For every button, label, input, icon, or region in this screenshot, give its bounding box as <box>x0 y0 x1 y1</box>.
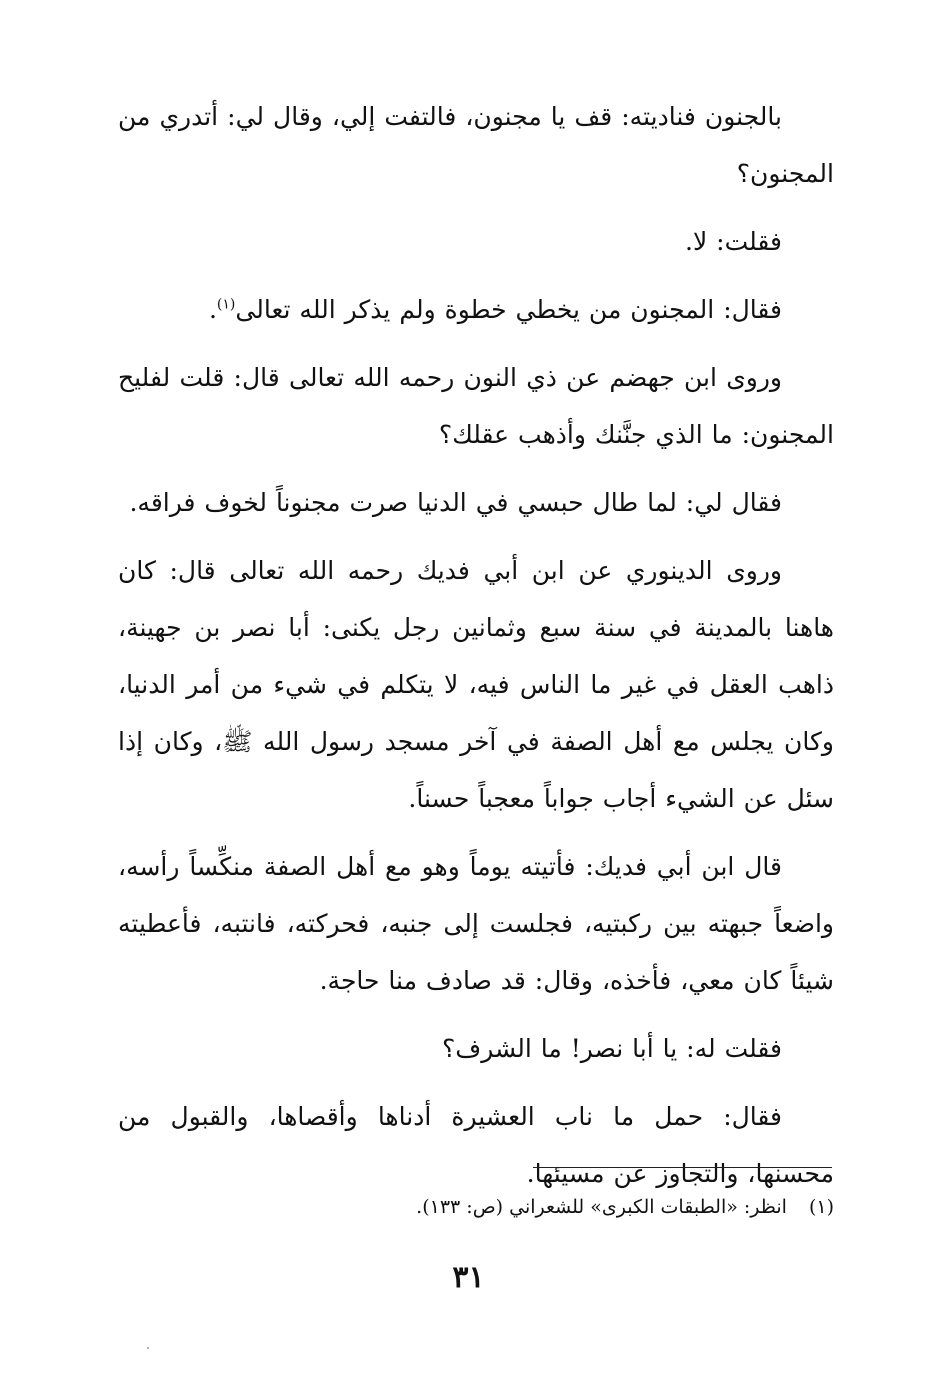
paragraph-8: فقلت له: يا أبا نصر! ما الشرف؟ <box>442 1034 782 1063</box>
paragraph-3-text: فقال: المجنون من يخطي خطوة ولم يذكر الله تعالى <box>235 295 782 324</box>
paragraph-3-period: . <box>208 295 217 324</box>
paragraph-7: قال ابن أبي فديك: فأتيته يوماً وهو مع أهل الصفة منكِّساً رأسه، واضعاً جبهته بين ركبتيه، فجلست إلى جنبه، فحركته، فانتبه، فأعطيته شيئاً كان معي، فأخذه، وقال: قد صادف منا حاجة. <box>118 852 834 995</box>
scan-speck <box>147 1347 149 1349</box>
paragraph-1: بالجنون فناديته: قف يا مجنون، فالتفت إلي، وقال لي: أتدري من المجنون؟ <box>118 102 834 188</box>
paragraph-9: فقال: حمل ما ناب العشيرة أدناها وأقصاها، والقبول من محسنها، والتجاوز عن مسيئها. <box>118 1102 834 1188</box>
footnote-number: (١) <box>808 1196 834 1218</box>
paragraph-2: فقلت: لا. <box>685 227 782 256</box>
paragraph-4: وروى ابن جهضم عن ذي النون رحمه الله تعالى قال: قلت لفليح المجنون: ما الذي جنَّنك وأذهب عقلك؟ <box>118 363 834 449</box>
page-number: ٣١ <box>452 1260 485 1295</box>
footnote-reference[interactable]: (١) <box>216 296 236 313</box>
footnote-text: انظر: «الطبقات الكبرى» للشعراني (ص: ١٣٣). <box>416 1196 787 1218</box>
footnote-divider <box>533 1167 832 1168</box>
paragraph-6: وروى الدينوري عن ابن أبي فديك رحمه الله تعالى قال: كان هاهنا بالمدينة في سنة سبع وثمانين رجل يكنى: أبا نصر بن جهينة، ذاهب العقل في غير ما الناس فيه، لا يتكلم في شيء من أمر الدنيا، وكان يجلس مع أهل الصفة في آخر مسجد رسول الله ﷺ، وكان إذا سئل عن الشيء أجاب جواباً معجباً حسناً. <box>118 556 834 813</box>
page-body <box>118 88 834 1202</box>
paragraph-3 <box>118 281 834 338</box>
paragraph-5: فقال لي: لما طال حبسي في الدنيا صرت مجنوناً لخوف فراقه. <box>129 488 782 517</box>
footnote <box>118 1190 834 1224</box>
